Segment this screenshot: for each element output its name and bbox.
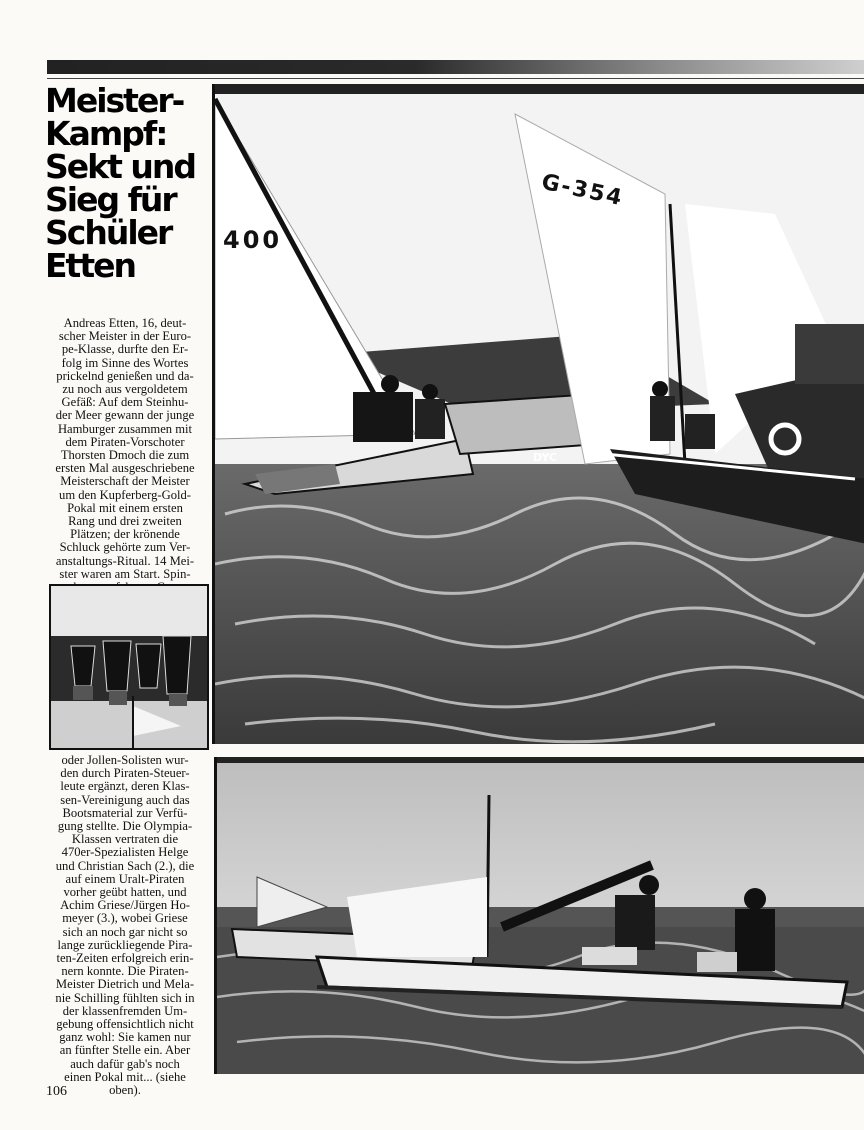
body-text-line: 470er-Spezialisten Helge [61, 845, 189, 860]
headline-line: Sekt und [45, 147, 195, 186]
body-text-line: Achim Griese/Jürgen Ho- [60, 898, 190, 913]
body-text-line: Meisterschaft der Meister [60, 474, 190, 489]
body-text-line: Gefäß: Auf dem Steinhu- [61, 395, 189, 410]
header-rule-bar [47, 60, 864, 74]
body-text-line: Thorsten Dmoch die zum [60, 448, 190, 463]
body-text-line: oder Jollen-Solisten wur- [61, 753, 189, 767]
body-text-line: sen-Vereinigung auch das [60, 792, 190, 807]
body-text-line: ganz wohl: Sie kamen nur [59, 1030, 191, 1045]
body-text-line: Schluck gehörte zum Ver- [59, 540, 191, 555]
body-text-line: pe-Klasse, durfte den Er- [61, 342, 189, 357]
body-text-line: Meister Dietrich und Mela- [55, 977, 195, 992]
body-text-line: Klassen vertraten die [71, 832, 179, 847]
body-text-line: der klassenfremden Um- [62, 1003, 188, 1018]
body-text-line: auch dafür gab's noch [70, 1056, 180, 1071]
body-text-line: Andreas Etten, 16, deut- [63, 316, 187, 330]
body-text-line: Bootsmaterial zur Verfü- [62, 805, 188, 820]
body-text-line: sich an noch gar nicht so [62, 924, 188, 939]
body-text-line: anstaltungs-Ritual. 14 Mei- [55, 553, 195, 568]
body-text-line: meyer (3.), wobei Griese [62, 911, 188, 926]
page-number: 106 [46, 1084, 67, 1099]
body-text-line: lange zurückliegende Pira- [57, 937, 193, 952]
body-text-line: Plätzen; der krönende [70, 527, 180, 542]
body-text-line: Rang und drei zweiten [68, 514, 182, 529]
body-text-line: scher Meister in der Euro- [58, 329, 192, 344]
body-text-line: den durch Piraten-Steuer- [60, 766, 190, 781]
body-text-line: gung stellte. Die Olympia- [57, 819, 193, 834]
headline-line: Sieg für [45, 180, 176, 219]
trophy-photo-illustration [51, 586, 207, 748]
article-headline [45, 81, 210, 285]
body-text-line: ten-Zeiten erfolgreich erin- [56, 951, 194, 966]
body-text-line: und Christian Sach (2.), die [55, 858, 195, 873]
body-text-line: um den Kupferberg-Gold- [59, 487, 191, 502]
body-text-line: einen Pokal mit... (siehe [64, 1069, 186, 1084]
body-text-line: leute ergänzt, deren Klas- [60, 779, 190, 794]
body-text-line: ersten Mal ausgeschriebene [55, 461, 195, 476]
body-text-line: zu noch aus vergoldetem [62, 382, 188, 397]
body-text-line: oben). [109, 1083, 141, 1098]
body-text-line: Pokal mit einem ersten [67, 500, 183, 515]
headline-line: Etten [45, 246, 135, 285]
body-text-line: Hamburger zusammen mit [57, 421, 193, 436]
sailing-photo-main-illustration [215, 84, 864, 744]
headline-line: Meister- [45, 81, 184, 120]
sail-number-dyc: DYC [533, 451, 557, 464]
body-text-line: dem Piraten-Vorschoter [65, 434, 185, 449]
body-text-line: gebung offensichtlich nicht [56, 1017, 194, 1032]
article-column-1 [46, 317, 204, 594]
article-column-2 [46, 754, 204, 1097]
body-text-line: der Meer gewann der junge [55, 408, 195, 423]
headline-line: Kampf: [45, 114, 167, 153]
sailing-photo-bottom [214, 757, 864, 1074]
header-rule-line [47, 78, 864, 79]
body-text-line: ster waren am Start. Spin- [59, 566, 191, 581]
sailing-photo-bottom-illustration [217, 757, 864, 1074]
headline-line: Schüler [45, 213, 172, 252]
body-text-line: nern konnte. Die Piraten- [61, 964, 189, 979]
trophy-photo [49, 584, 209, 750]
body-text-line: auf einem Uralt-Piraten [65, 871, 185, 886]
body-text-line: vorher geübt hatten, und [63, 885, 187, 900]
sail-number-g354: G-354 [539, 169, 626, 212]
body-text-line: nie Schilling fühlten sich in [55, 990, 195, 1005]
body-text-line: folg im Sinne des Wortes [61, 355, 189, 370]
body-text-line: an fünfter Stelle ein. Aber [59, 1043, 191, 1058]
body-text-line: prickelnd genießen und da- [56, 368, 194, 383]
sail-number-400: 400 [223, 226, 283, 254]
sailing-photo-main [212, 84, 864, 744]
